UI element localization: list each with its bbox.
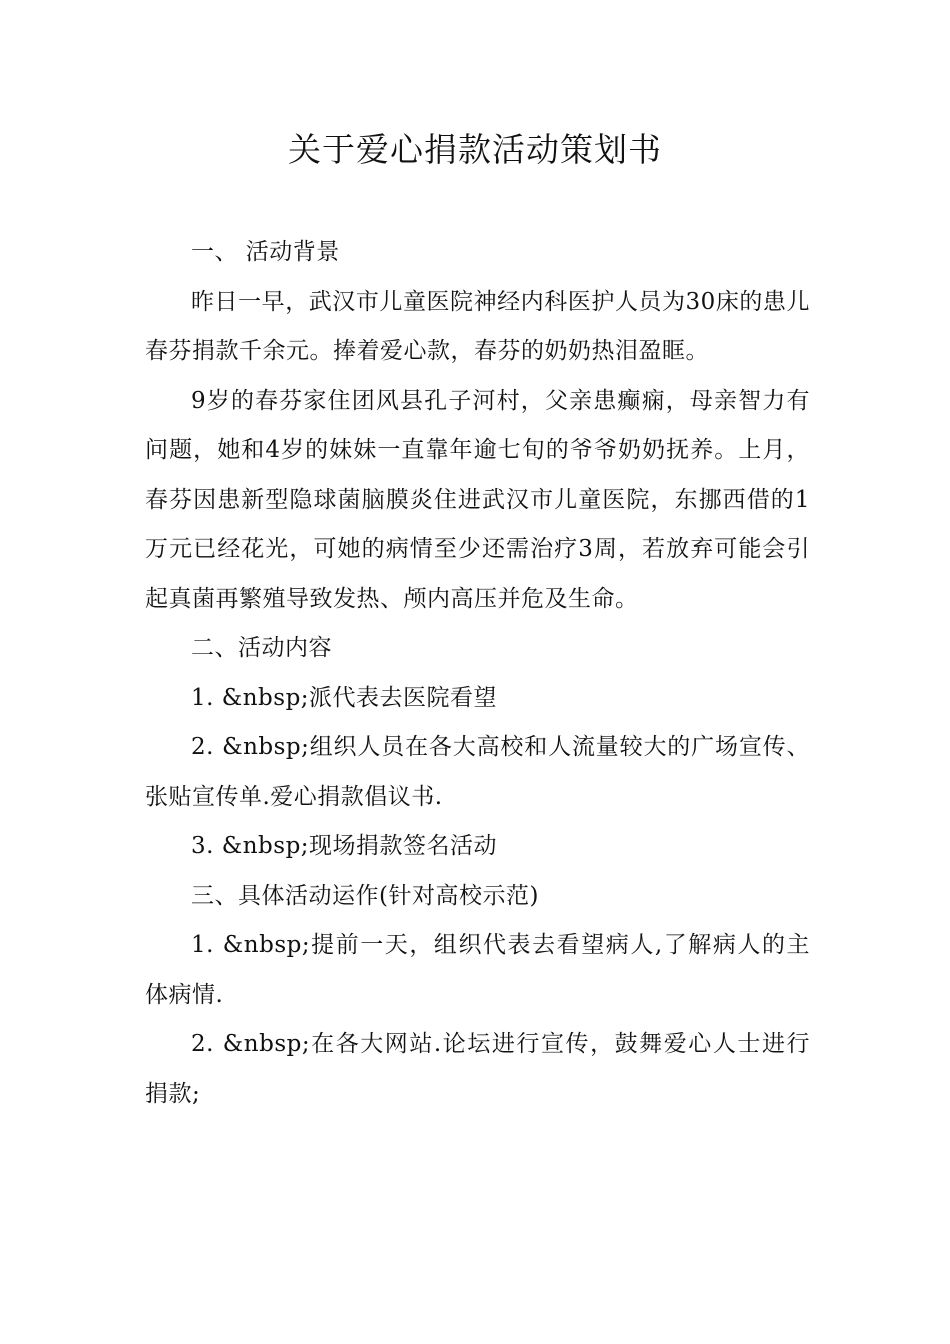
section-heading-background: 一、 活动背景 [191,239,340,265]
paragraph: 9岁的春芬家住团风县孔子河村，父亲患癫痫，母亲智力有问题，她和4岁的妹妹一直靠年逾七旬的爷爷奶奶抚养。上月，春芬因患新型隐球菌脑膜炎住进武汉市儿童医院，东挪西借的1万元已经花光，可她的病情至少还需治疗3周，若放弃可能会引起真菌再繁殖导致发热、颅内高压并危及生命。 [145,387,810,612]
list-item: 3. &nbsp;现场捐款签名活动 [191,833,498,859]
section-heading-operation: 三、具体活动运作(针对高校示范) [191,882,539,909]
list-item: 2. &nbsp;组织人员在各大高校和人流量较大的广场宣传、张贴宣传单.爱心捐款倡议书. [145,734,810,810]
list-item: 1. &nbsp;提前一天，组织代表去看望病人,了解病人的主体病情. [145,932,810,1008]
document-body [145,228,810,1119]
document-title: 关于爱心捐款活动策划书 [288,130,662,169]
list-item: 2. &nbsp;在各大网站.论坛进行宣传，鼓舞爱心人士进行捐款; [145,1031,810,1107]
paragraph: 昨日一早，武汉市儿童医院神经内科医护人员为30床的患儿春芬捐款千余元。捧着爱心款，春芬的奶奶热泪盈眶。 [145,288,810,364]
section-heading-content: 二、活动内容 [191,635,332,661]
list-item: 1. &nbsp;派代表去医院看望 [191,684,498,711]
